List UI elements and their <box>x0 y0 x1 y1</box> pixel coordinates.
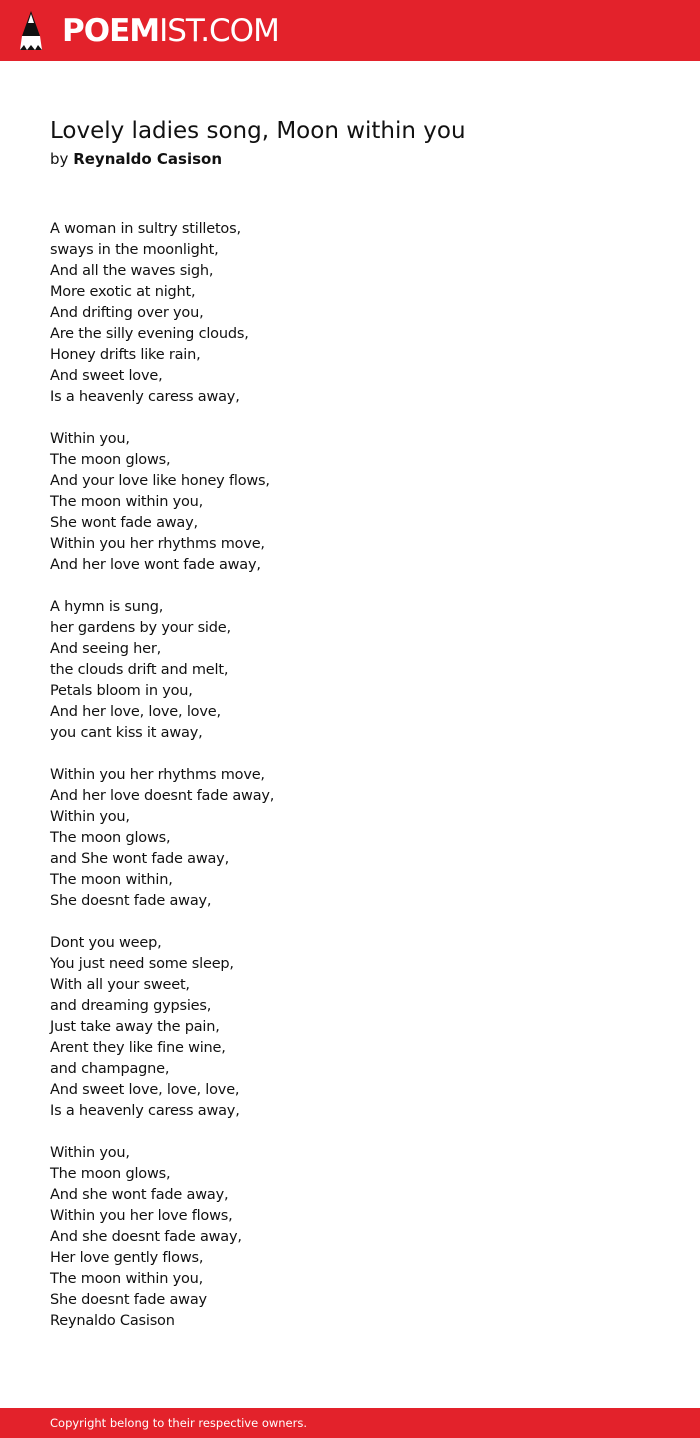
poem-line: Dont you weep, <box>50 935 162 951</box>
poem-line: You just need some sleep, <box>50 956 234 972</box>
poem-line: Within you, <box>50 1145 130 1161</box>
poem-line: And her love doesnt fade away, <box>50 788 275 804</box>
poem-title: Lovely ladies song, Moon within you <box>50 118 466 144</box>
poem-line: Arent they like fine wine, <box>50 1040 226 1056</box>
poem-line: Just take away the pain, <box>50 1019 220 1035</box>
poem-line: She wont fade away, <box>50 515 198 531</box>
poem-stanza <box>50 933 650 1122</box>
poem-line: and She wont fade away, <box>50 851 229 867</box>
poem-stanza <box>50 765 650 912</box>
poem-line: Reynaldo Casison <box>50 1313 175 1329</box>
poem-line: sways in the moonlight, <box>50 242 219 258</box>
poem-line: And she doesnt fade away, <box>50 1229 242 1245</box>
poem-line: A woman in sultry stilletos, <box>50 221 241 237</box>
poem-line: And she wont fade away, <box>50 1187 229 1203</box>
poem-line: And her love wont fade away, <box>50 557 261 573</box>
poem-line: Within you her rhythms move, <box>50 767 265 783</box>
poem-line: A hymn is sung, <box>50 599 164 615</box>
poem-line: And her love, love, love, <box>50 704 221 720</box>
poem-stanza <box>50 597 650 744</box>
poem-line: Are the silly evening clouds, <box>50 326 249 342</box>
pencil-tip-icon[interactable] <box>18 10 44 52</box>
poem-line: Within you her rhythms move, <box>50 536 265 552</box>
site-footer <box>0 1408 700 1438</box>
poem-line: her gardens by your side, <box>50 620 231 636</box>
poem-line: The moon within, <box>50 872 173 888</box>
author-name[interactable]: Reynaldo Casison <box>73 150 223 168</box>
poem-line: Within you, <box>50 431 130 447</box>
poem-stanza <box>50 1143 650 1332</box>
poem-line: And your love like honey flows, <box>50 473 270 489</box>
site-logo[interactable] <box>62 12 279 50</box>
poem-line: The moon glows, <box>50 1166 171 1182</box>
byline <box>50 148 222 170</box>
poem-line: you cant kiss it away, <box>50 725 203 741</box>
poem-line: The moon within you, <box>50 494 204 510</box>
logo-word-bold: POEM <box>62 13 160 49</box>
poem-line: Is a heavenly caress away, <box>50 1103 240 1119</box>
poem-line: With all your sweet, <box>50 977 190 993</box>
poem-line: And all the waves sigh, <box>50 263 214 279</box>
logo-word-light: IST.COM <box>159 13 279 49</box>
poem-line: The moon glows, <box>50 830 171 846</box>
site-header <box>0 0 700 61</box>
poem-line: Is a heavenly caress away, <box>50 389 240 405</box>
poem-line: and dreaming gypsies, <box>50 998 212 1014</box>
poem-line: and champagne, <box>50 1061 170 1077</box>
by-label: by <box>50 150 69 168</box>
poem-line: the clouds drift and melt, <box>50 662 229 678</box>
poem-stanza <box>50 219 650 408</box>
copyright-notice: Copyright belong to their respective owners. <box>50 1416 308 1430</box>
poem-line: Honey drifts like rain, <box>50 347 201 363</box>
poem-line: And seeing her, <box>50 641 162 657</box>
poem-line: More exotic at night, <box>50 284 196 300</box>
poem-line: She doesnt fade away, <box>50 893 212 909</box>
poem-line: And sweet love, <box>50 368 163 384</box>
poem-stanza <box>50 429 650 576</box>
poem-line: And drifting over you, <box>50 305 204 321</box>
poem-line: Within you, <box>50 809 130 825</box>
poem-line: The moon glows, <box>50 452 171 468</box>
poem-line: Her love gently flows, <box>50 1250 204 1266</box>
poem-line: Within you her love flows, <box>50 1208 233 1224</box>
poem-body <box>50 219 650 1353</box>
poem-line: Petals bloom in you, <box>50 683 193 699</box>
poem-line: And sweet love, love, love, <box>50 1082 240 1098</box>
poem-line: The moon within you, <box>50 1271 204 1287</box>
poem-line: She doesnt fade away <box>50 1292 207 1308</box>
